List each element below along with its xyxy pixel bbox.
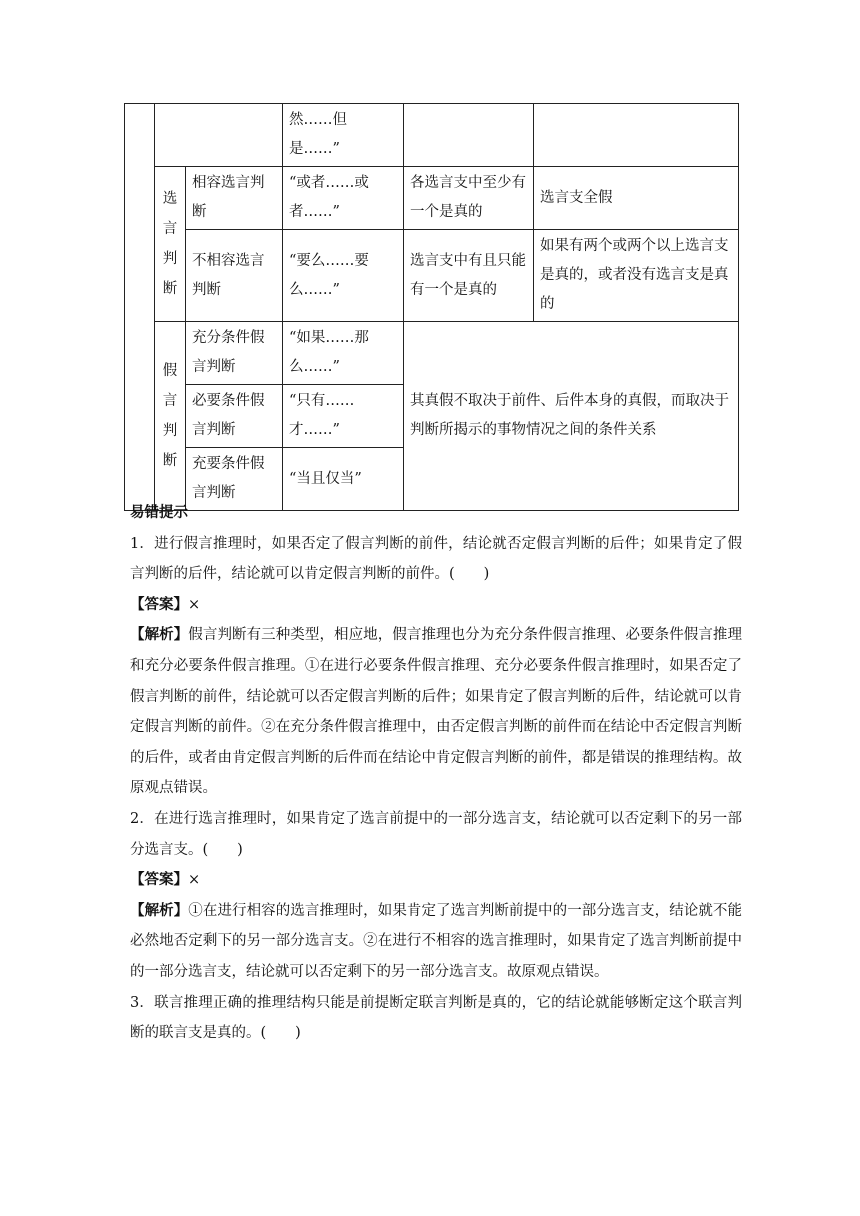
section-title: 易错提示	[130, 504, 188, 521]
connective-cell: “只有……才……”	[283, 385, 404, 448]
connective-cell: “或者……或者……”	[283, 167, 404, 230]
analysis-2	[130, 896, 742, 988]
analysis-text: ①在进行相容的选言推理时，如果肯定了选言判断前提中的一部分选言支，结论就不能必然地否定剩下的另一部分选言支。②在进行不相容的选言推理时，如果肯定了选言判断前提中的一部分选言支，结论就可以否定剩下的另一部分选言支。故原观点错误。	[130, 902, 743, 980]
connective-cell: “要么……要么……”	[283, 230, 404, 322]
answer-value: ×	[188, 596, 201, 613]
answer-1	[130, 590, 742, 621]
judgment-type-cell: 不相容选言判断	[186, 230, 283, 322]
table-cell	[155, 104, 283, 167]
outer-category-cell	[125, 104, 155, 511]
judgment-type-cell: 必要条件假言判断	[186, 385, 283, 448]
analysis-text: 假言判断有三种类型，相应地，假言推理也分为充分条件假言推理、必要条件假言推理和充分必要条件假言推理。①在进行必要条件假言推理、充分必要条件假言推理时，如果否定了假言判断的前件，结论就可以否定假言判断的后件；如果肯定了假言判断的后件，结论就可以肯定假言判断的前件。②在充分条件假言推理中，由否定假言判断的前件而在结论中否定假言判断的后件，或者由肯定假言判断的后件而在结论中肯定假言判断的前件，都是错误的推理结构。故原观点错误。	[130, 627, 743, 797]
truth-condition-cell: 各选言支中至少有一个是真的	[404, 167, 534, 230]
hypothetical-note-cell: 其真假不取决于前件、后件本身的真假，而取决于判断所揭示的事物情况之间的条件关系	[404, 322, 739, 511]
table-row	[125, 104, 739, 167]
answer-2	[130, 865, 742, 896]
table-cell	[534, 104, 739, 167]
judgment-type-cell: 相容选言判断	[186, 167, 283, 230]
question-1: 1．进行假言推理时，如果否定了假言判断的前件，结论就否定假言判断的后件；如果肯定了假言判断的后件，结论就可以肯定假言判断的前件。( )	[130, 535, 742, 583]
connective-cell: “当且仅当”	[283, 448, 404, 511]
disjunctive-group-label: 选言判断	[155, 167, 186, 322]
error-tips-section	[130, 498, 742, 1049]
answer-label: 【答案】	[130, 871, 188, 889]
table-row	[125, 322, 739, 385]
connective-cell: “如果……那么……”	[283, 322, 404, 385]
question-2: 2．在进行选言推理时，如果肯定了选言前提中的一部分选言支，结论就可以否定剩下的另一部分选言支。( )	[130, 810, 742, 858]
analysis-label: 【解析】	[130, 901, 189, 919]
connective-cell: 然……但是……”	[283, 104, 404, 167]
judgment-table	[124, 103, 739, 511]
table-cell	[404, 104, 534, 167]
table-row	[125, 167, 739, 230]
truth-condition-cell: 选言支中有且只能有一个是真的	[404, 230, 534, 322]
analysis-1	[130, 620, 742, 804]
question-3: 3．联言推理正确的推理结构只能是前提断定联言判断是真的，它的结论就能够断定这个联言判断的联言支是真的。( )	[130, 994, 742, 1042]
judgment-type-cell: 充要条件假言判断	[186, 448, 283, 511]
judgment-type-cell: 充分条件假言判断	[186, 322, 283, 385]
answer-value: ×	[188, 872, 201, 889]
table-row	[125, 230, 739, 322]
answer-label: 【答案】	[130, 595, 188, 613]
false-condition-cell: 选言支全假	[534, 167, 739, 230]
analysis-label: 【解析】	[130, 626, 189, 644]
false-condition-cell: 如果有两个或两个以上选言支是真的，或者没有选言支是真的	[534, 230, 739, 322]
hypothetical-group-label: 假言判断	[155, 322, 186, 511]
